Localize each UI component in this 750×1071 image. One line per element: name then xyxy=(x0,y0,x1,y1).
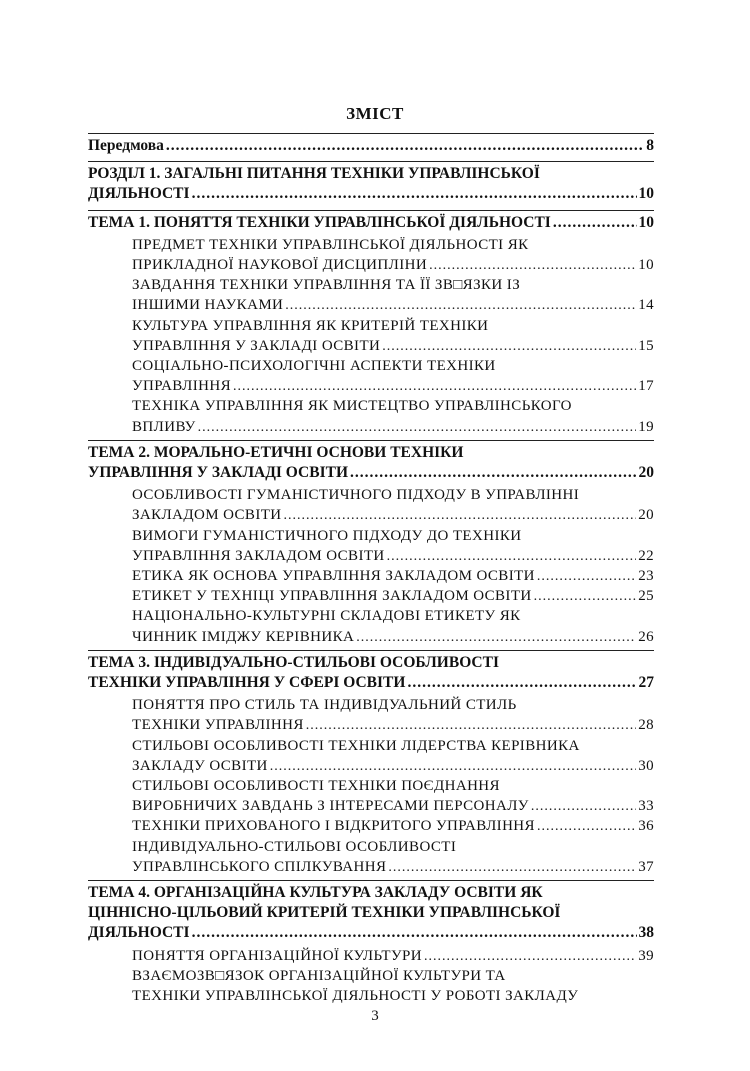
toc-entry-line xyxy=(132,336,654,356)
toc-entry-text: ВЗАЄМОЗВ□ЯЗОК ОРГАНІЗАЦІЙНОЇ КУЛЬТУРИ ТА xyxy=(132,967,506,984)
toc-page-number: 25 xyxy=(638,588,654,605)
toc-page-number: 15 xyxy=(638,337,654,354)
toc-entry-line xyxy=(132,776,654,796)
dot-leader xyxy=(388,858,636,878)
toc-entry-line xyxy=(132,966,654,986)
toc-page-number: 30 xyxy=(638,757,654,774)
toc-entry-text: ІНШИМИ НАУКАМИ xyxy=(132,297,284,314)
toc-page-number: 19 xyxy=(638,418,654,435)
dot-leader xyxy=(531,797,636,817)
dot-leader xyxy=(537,817,636,837)
page-title: ЗМІСТ xyxy=(346,104,404,123)
toc-entry-text: ВПЛИВУ xyxy=(132,418,196,435)
dot-leader xyxy=(537,567,636,587)
toc-entry-text: СТИЛЬОВІ ОСОБЛИВОСТІ ТЕХНІКИ ЛІДЕРСТВА КЕРІВНИКА xyxy=(132,737,580,754)
toc-page-number: 37 xyxy=(638,858,654,875)
toc-entry-text: ЗАВДАННЯ ТЕХНІКИ УПРАВЛІННЯ ТА ЇЇ ЗВ□ЯЗКИ ІЗ xyxy=(132,277,521,294)
toc-page-number: 38 xyxy=(638,924,654,942)
dot-leader xyxy=(387,547,637,567)
dot-leader xyxy=(553,213,637,233)
toc-heading-line xyxy=(88,673,654,693)
dot-leader xyxy=(198,418,637,438)
toc-entry-text: ДІЯЛЬНОСТІ xyxy=(88,185,190,203)
toc-page-number: 36 xyxy=(638,818,654,835)
toc-entry-line xyxy=(132,736,654,756)
toc-entry-text: ПОНЯТТЯ ПРО СТИЛЬ ТА ІНДИВІДУАЛЬНИЙ СТИЛЬ xyxy=(132,697,517,714)
toc-entry-line xyxy=(132,946,654,966)
toc-entry-text: ТЕМА 4. ОРГАНІЗАЦІЙНА КУЛЬТУРА ЗАКЛАДУ ОСВІТИ ЯК xyxy=(88,884,543,901)
toc-page-number: 10 xyxy=(638,185,654,203)
toc-entry-text: ТЕМА 3. ІНДИВІДУАЛЬНО-СТИЛЬОВІ ОСОБЛИВОСТІ xyxy=(88,653,499,671)
dot-leader xyxy=(534,587,637,607)
dot-leader xyxy=(382,337,636,357)
section-divider xyxy=(88,880,654,881)
toc-heading-line xyxy=(88,164,654,184)
toc-entry-line xyxy=(132,295,654,315)
dot-leader xyxy=(166,136,644,156)
toc-entry-line xyxy=(132,235,654,255)
toc-entry-line xyxy=(132,627,654,647)
toc-heading-line xyxy=(88,463,654,483)
dot-leader xyxy=(356,628,636,648)
toc-entry-text: ЕТИКА ЯК ОСНОВА УПРАВЛІННЯ ЗАКЛАДОМ ОСВІТИ xyxy=(132,568,535,584)
toc-entry-text: ТЕХНІКИ УПРАВЛІННЯ У СФЕРІ ОСВІТИ xyxy=(88,674,406,691)
toc-entry-text: УПРАВЛІНСЬКОГО СПІЛКУВАННЯ xyxy=(132,858,387,875)
section-divider xyxy=(88,161,654,162)
toc-entry-line xyxy=(132,505,654,525)
toc-page-number: 27 xyxy=(638,674,654,691)
page-number: 3 xyxy=(371,1008,379,1024)
toc-heading-line xyxy=(88,923,654,943)
toc-page-number: 17 xyxy=(638,378,654,395)
toc-entry-text: УПРАВЛІННЯ У ЗАКЛАДІ ОСВІТИ xyxy=(88,464,349,481)
toc-entry-line xyxy=(132,606,654,626)
toc-page-number: 26 xyxy=(638,628,654,645)
toc-page-number: 20 xyxy=(638,507,654,524)
toc-page-number: 39 xyxy=(638,947,654,964)
dot-leader xyxy=(192,184,637,204)
toc-entry-text: ЗАКЛАДУ ОСВІТИ xyxy=(132,757,268,774)
toc-entry-text: ЕТИКЕТ У ТЕХНІЦІ УПРАВЛІННЯ ЗАКЛАДОМ ОСВІТИ xyxy=(132,588,532,605)
toc-entry-line xyxy=(132,837,654,857)
toc-entry-text: ТЕХНІКИ ПРИХОВАНОГО І ВІДКРИТОГО УПРАВЛІННЯ xyxy=(132,818,535,835)
toc-entry-line xyxy=(132,316,654,336)
toc-entry-text: УПРАВЛІННЯ У ЗАКЛАДІ ОСВІТИ xyxy=(132,337,381,354)
dot-leader xyxy=(233,377,636,397)
section-divider xyxy=(88,133,654,134)
toc-entry-text: ЦІННІСНО-ЦІЛЬОВИЙ КРИТЕРІЙ ТЕХНІКИ УПРАВЛІНСЬКОЇ xyxy=(88,904,561,922)
toc-entry-line xyxy=(132,396,654,416)
toc-entry-text: ТЕМА 1. ПОНЯТТЯ ТЕХНІКИ УПРАВЛІНСЬКОЇ ДІЯЛЬНОСТІ xyxy=(88,213,551,231)
toc-entry-line xyxy=(132,756,654,776)
toc-entry-line xyxy=(132,586,654,606)
section-divider xyxy=(88,210,654,211)
toc-heading-line xyxy=(88,443,654,463)
dot-leader xyxy=(270,757,636,777)
toc-entry-text: УПРАВЛІННЯ ЗАКЛАДОМ ОСВІТИ xyxy=(132,547,385,564)
toc-entry-line xyxy=(132,255,654,275)
dot-leader xyxy=(192,923,637,943)
dot-leader xyxy=(350,463,636,483)
toc-page-number: 14 xyxy=(638,297,654,314)
toc-entry-text: ПРИКЛАДНОЇ НАУКОВОЇ ДИСЦИПЛІНИ xyxy=(132,257,428,273)
toc-entry-line xyxy=(132,356,654,376)
toc-entry-line xyxy=(132,417,654,437)
toc-entry-line xyxy=(132,526,654,546)
toc-entry-text: КУЛЬТУРА УПРАВЛІННЯ ЯК КРИТЕРІЙ ТЕХНІКИ xyxy=(132,317,489,334)
toc-entry-line xyxy=(132,485,654,505)
dot-leader xyxy=(407,673,636,693)
toc-entry-text: СТИЛЬОВІ ОСОБЛИВОСТІ ТЕХНІКИ ПОЄДНАННЯ xyxy=(132,778,500,794)
toc-entry-text: Передмова xyxy=(88,137,164,154)
dot-leader xyxy=(284,506,637,526)
toc-page-number: 23 xyxy=(638,568,654,584)
toc-page-number: 28 xyxy=(638,717,654,734)
toc-entry-text: ПРЕДМЕТ ТЕХНІКИ УПРАВЛІНСЬКОЇ ДІЯЛЬНОСТІ ЯК xyxy=(132,236,529,253)
toc-entry-line xyxy=(132,546,654,566)
toc-entry-text: ТЕХНІКИ УПРАВЛІНСЬКОЇ ДІЯЛЬНОСТІ У РОБОТІ ЗАКЛАДУ xyxy=(132,988,579,1004)
toc-heading-line xyxy=(88,903,654,923)
toc-entry-text: ОСОБЛИВОСТІ ГУМАНІСТИЧНОГО ПІДХОДУ В УПРАВЛІННІ xyxy=(132,487,580,504)
toc-entry-line xyxy=(132,376,654,396)
toc-entry-text: ДІЯЛЬНОСТІ xyxy=(88,924,190,942)
toc-entry-text: ТЕХНІКИ УПРАВЛІННЯ xyxy=(132,717,304,734)
toc-heading-line xyxy=(88,136,654,156)
toc-page-number: 20 xyxy=(638,464,654,481)
toc-page-number: 10 xyxy=(638,213,654,231)
toc-entry-line xyxy=(132,566,654,586)
toc-entry-line xyxy=(132,695,654,715)
section-divider xyxy=(88,440,654,441)
toc-entry-text: НАЦІОНАЛЬНО-КУЛЬТУРНІ СКЛАДОВІ ЕТИКЕТУ ЯК xyxy=(132,608,521,625)
toc-entry-line xyxy=(132,816,654,836)
toc-entry-text: ВИРОБНИЧИХ ЗАВДАНЬ З ІНТЕРЕСАМИ ПЕРСОНАЛУ xyxy=(132,798,529,815)
toc-entry-line xyxy=(132,986,654,1006)
dot-leader xyxy=(285,296,636,316)
toc-entry-text: РОЗДІЛ 1. ЗАГАЛЬНІ ПИТАННЯ ТЕХНІКИ УПРАВЛІНСЬКОЇ xyxy=(88,165,540,183)
toc-entry-line xyxy=(132,857,654,877)
toc-entry-text: СОЦІАЛЬНО-ПСИХОЛОГІЧНІ АСПЕКТИ ТЕХНІКИ xyxy=(132,358,496,374)
toc-entry-line xyxy=(132,715,654,735)
dot-leader xyxy=(306,716,636,736)
dot-leader xyxy=(429,256,636,276)
toc-entry-text: ТЕХНІКА УПРАВЛІННЯ ЯК МИСТЕЦТВО УПРАВЛІНСЬКОГО xyxy=(132,398,572,415)
toc-entry-text: ІНДИВІДУАЛЬНО-СТИЛЬОВІ ОСОБЛИВОСТІ xyxy=(132,838,457,855)
toc-entry-text: ТЕМА 2. МОРАЛЬНО-ЕТИЧНІ ОСНОВИ ТЕХНІКИ xyxy=(88,443,464,461)
toc-page-number: 8 xyxy=(646,137,654,154)
toc-heading-line xyxy=(88,184,654,204)
toc-heading-line xyxy=(88,213,654,233)
toc-entry-text: ЗАКЛАДОМ ОСВІТИ xyxy=(132,507,282,524)
toc-entry-line xyxy=(132,275,654,295)
dot-leader xyxy=(424,947,636,967)
toc-page-number: 22 xyxy=(638,547,654,564)
toc-entry-text: ПОНЯТТЯ ОРГАНІЗАЦІЙНОЇ КУЛЬТУРИ xyxy=(132,947,422,964)
toc-entry-text: ЧИННИК ІМІДЖУ КЕРІВНИКА xyxy=(132,628,355,645)
toc-entry-text: УПРАВЛІННЯ xyxy=(132,378,231,395)
toc-entry-line xyxy=(132,796,654,816)
section-divider xyxy=(88,650,654,651)
toc-heading-line xyxy=(88,883,654,903)
toc-entry-text: ВИМОГИ ГУМАНІСТИЧНОГО ПІДХОДУ ДО ТЕХНІКИ xyxy=(132,527,522,544)
toc-page-number: 10 xyxy=(638,257,654,273)
toc-heading-line xyxy=(88,653,654,673)
toc-page-number: 33 xyxy=(638,798,654,815)
